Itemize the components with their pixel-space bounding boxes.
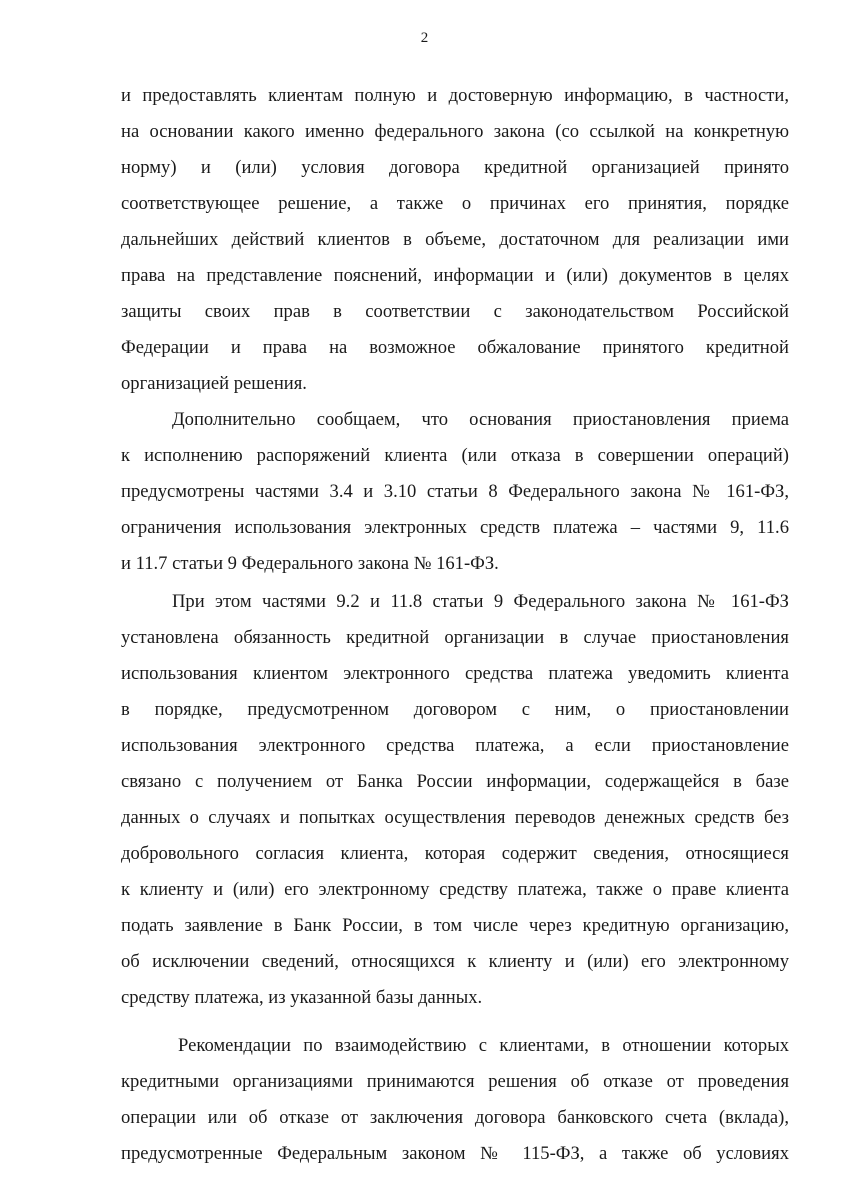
text-line: Рекомендации по взаимодействию с клиентами, в отношении которых	[178, 1035, 789, 1056]
text-line: средству платежа, из указанной базы данных.	[121, 987, 483, 1008]
text-line: и 11.7 статьи 9 Федерального закона № 161-ФЗ.	[121, 553, 499, 574]
text-line: операции или об отказе от заключения договора банковского счета (вклада),	[121, 1107, 789, 1128]
text-line: предусмотрены частями 3.4 и 3.10 статьи 8 Федерального закона № 161-ФЗ,	[121, 481, 789, 502]
paragraph	[121, 1028, 789, 1172]
text-line: защиты своих прав в соответствии с законодательством Российской	[121, 301, 789, 322]
text-line: соответствующее решение, а также о причинах его принятия, порядке	[121, 193, 789, 214]
text-line: добровольного согласия клиента, которая содержит сведения, относящиеся	[121, 843, 789, 864]
text-line: установлена обязанность кредитной организации в случае приостановления	[121, 627, 789, 648]
text-line: дальнейших действий клиентов в объеме, достаточном для реализации ими	[121, 229, 789, 250]
text-line: При этом частями 9.2 и 11.8 статьи 9 Федерального закона № 161-ФЗ	[172, 591, 789, 612]
text-line: норму) и (или) условия договора кредитной организацией принято	[121, 157, 789, 178]
text-line: об исключении сведений, относящихся к клиенту и (или) его электронному	[121, 951, 789, 972]
text-line: к исполнению распоряжений клиента (или отказа в совершении операций)	[121, 445, 789, 466]
document-body	[121, 78, 789, 1172]
paragraph	[121, 584, 789, 1016]
text-line: на основании какого именно федерального закона (со ссылкой на конкретную	[121, 121, 789, 142]
page-number: 2	[420, 30, 429, 46]
text-line: к клиенту и (или) его электронному средству платежа, также о праве клиента	[121, 879, 789, 900]
paragraph	[121, 78, 789, 402]
text-line: права на представление пояснений, информации и (или) документов в целях	[121, 265, 789, 286]
text-line: в порядке, предусмотренном договором с ним, о приостановлении	[121, 699, 789, 720]
text-line: использования электронного средства платежа, а если приостановление	[121, 735, 789, 756]
text-line: Федерации и права на возможное обжалование принятого кредитной	[121, 337, 789, 358]
text-line: кредитными организациями принимаются решения об отказе от проведения	[121, 1071, 789, 1092]
text-line: и предоставлять клиентам полную и достоверную информацию, в частности,	[121, 85, 789, 106]
text-line: ограничения использования электронных средств платежа – частями 9, 11.6	[121, 517, 789, 538]
text-line: использования клиентом электронного средства платежа уведомить клиента	[121, 663, 789, 684]
text-line: подать заявление в Банк России, в том числе через кредитную организацию,	[121, 915, 789, 936]
paragraph	[121, 402, 789, 582]
text-line: связано с получением от Банка России информации, содержащейся в базе	[121, 771, 789, 792]
text-line: организацией решения.	[121, 373, 307, 394]
text-line: предусмотренные Федеральным законом № 115-ФЗ, а также об условиях	[121, 1143, 789, 1164]
text-line: Дополнительно сообщаем, что основания приостановления приема	[172, 409, 789, 430]
text-line: данных о случаях и попытках осуществления переводов денежных средств без	[121, 807, 789, 828]
